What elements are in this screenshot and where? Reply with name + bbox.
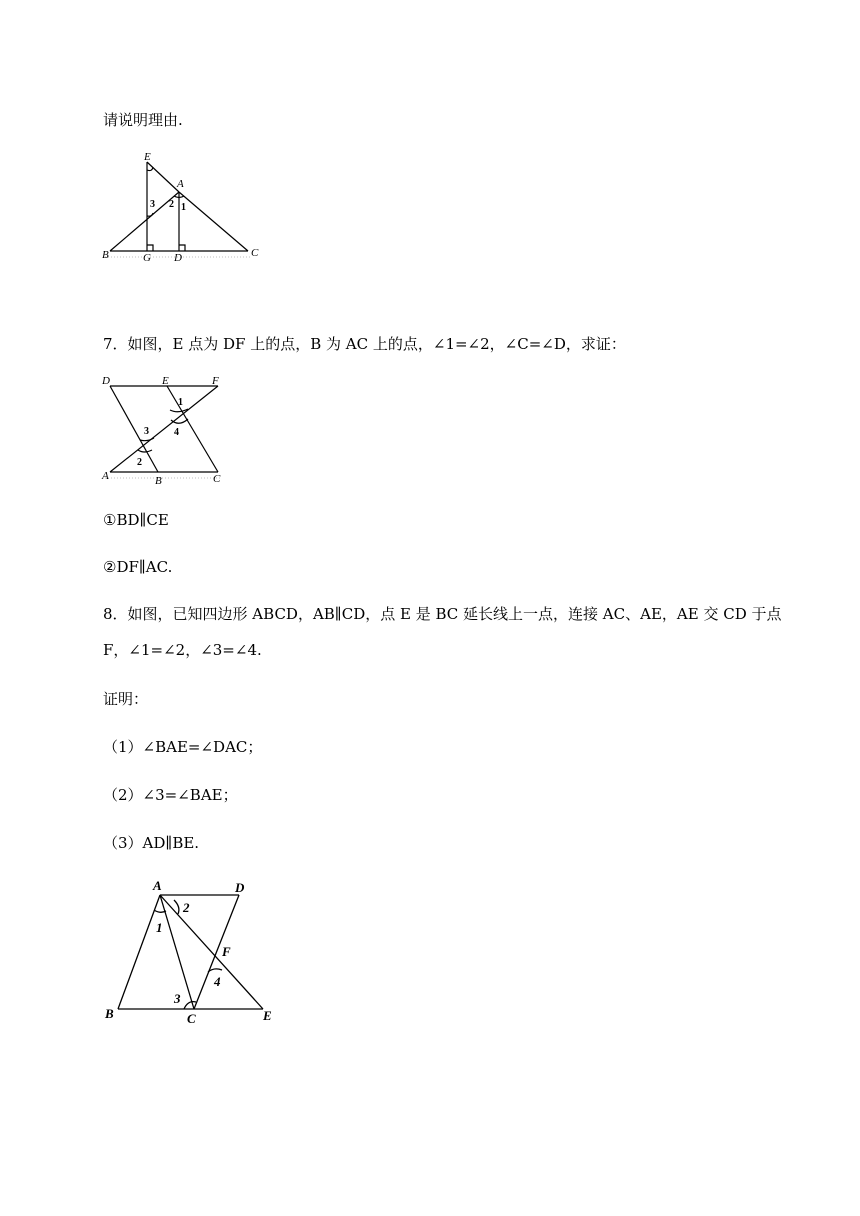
angle-4: 4 [174,427,179,438]
label-D: D [235,880,245,895]
angle-1: 1 [178,397,183,408]
label-A: A [177,178,184,190]
label-D: D [102,375,110,387]
angle-3: 3 [174,991,181,1006]
proof-heading: 证明： [103,690,149,708]
problem-7: 7．如图，E 点为 DF 上的点，B 为 AC 上的点，∠1=∠2，∠C=∠D，求证： [103,335,626,353]
label-A: A [102,470,109,482]
angle-3: 3 [144,426,149,437]
figure-triangle-1 [100,150,270,265]
label-C: C [251,247,259,259]
label-E: E [144,151,151,163]
label-C: C [187,1011,196,1026]
label-G: G [143,252,151,264]
problem-7-part-1: ①BD∥CE [103,511,169,529]
figure-parallels-2 [100,372,230,487]
proof-step-2: （2）∠3=∠BAE； [103,786,238,804]
problem-8-line-1: 8．如图，已知四边形 ABCD，AB∥CD，点 E 是 BC 延长线上一点，连接 AC、AE，AE 交 CD 于点 [103,605,782,623]
label-E: E [162,375,169,387]
label-B: B [155,475,162,487]
label-C: C [213,473,221,485]
problem-7-part-2: ②DF∥AC. [103,558,173,576]
label-F: F [222,944,231,959]
angle-3: 3 [150,199,155,210]
angle-1: 1 [181,202,186,213]
label-E: E [263,1008,272,1023]
proof-step-1: （1）∠BAE=∠DAC； [103,738,263,756]
proof-step-3: （3）AD∥BE. [103,834,200,852]
label-A: A [153,878,162,893]
label-D: D [174,252,182,264]
problem-8-line-2: F，∠1=∠2，∠3=∠4. [103,641,262,659]
figure-quadrilateral-3 [100,876,280,1026]
angle-2: 2 [183,900,190,915]
angle-1: 1 [156,920,163,935]
label-B: B [105,1006,114,1021]
angle-4: 4 [214,974,221,989]
label-F: F [212,375,219,387]
text-line: 请说明理由. [103,111,183,129]
angle-2: 2 [169,199,174,210]
label-B: B [102,249,109,261]
angle-2: 2 [137,457,142,468]
